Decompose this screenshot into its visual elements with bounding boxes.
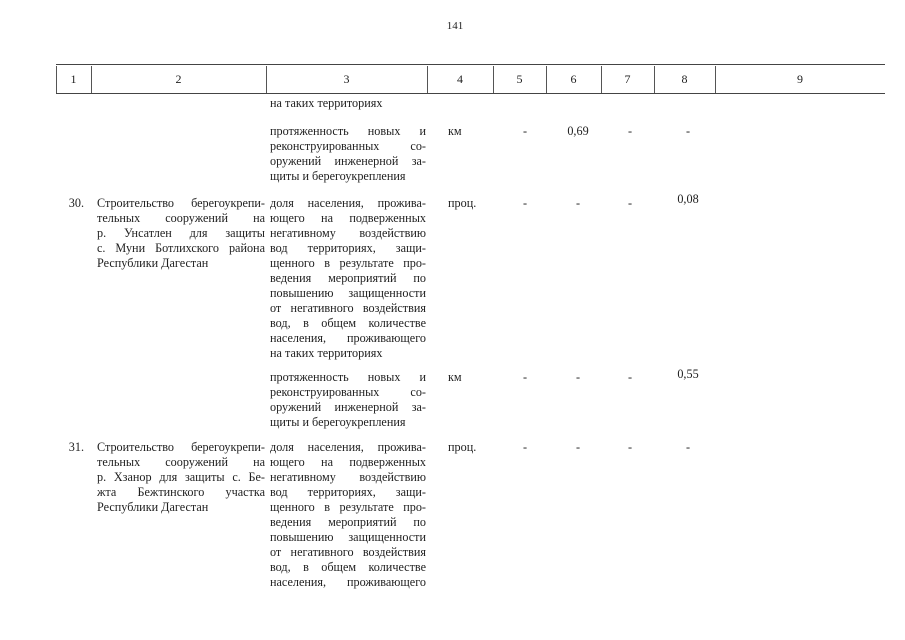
text-line: на таких территориях (270, 346, 383, 360)
header-col-9: 9 (797, 71, 803, 86)
text-line: реконструированных со- (270, 139, 426, 153)
row-number: 31. (68, 440, 84, 454)
text-line: протяженность новых и (270, 370, 426, 384)
text-line: вод территориях, защи- (270, 485, 426, 499)
value-col-8: - (685, 440, 691, 454)
text-line: тельных сооружений на (97, 455, 265, 469)
indicator-cell (270, 440, 426, 590)
value-col-7: - (627, 124, 633, 138)
text-line: оружений инженерной за- (270, 154, 426, 168)
indicator-cell (270, 370, 426, 430)
text-line: щенного в результате про- (270, 256, 426, 270)
unit-cell: км (448, 370, 462, 384)
text-line: ведения мероприятий по (270, 271, 426, 285)
text-line: реконструированных со- (270, 385, 426, 399)
text-line: доля населения, прожива- (270, 440, 426, 454)
header-col-2: 2 (175, 71, 182, 86)
value-col-8: 0,55 (677, 367, 699, 381)
indicator-cell (270, 96, 426, 111)
value-col-5: - (522, 196, 528, 210)
indicator-cell (270, 124, 426, 184)
unit-cell: км (448, 124, 462, 138)
header-col-3: 3 (343, 71, 350, 86)
project-name-cell (97, 440, 265, 515)
header-col-4: 4 (457, 71, 463, 86)
header-top-rule (56, 64, 885, 65)
text-line: протяженность новых и (270, 124, 426, 138)
text-line: щиты и берегоукрепления (270, 415, 406, 429)
text-line: Строительство берегоукрепи- (97, 196, 265, 210)
text-line: Строительство берегоукрепи- (97, 440, 265, 454)
value-col-8: - (685, 124, 691, 138)
text-line: Республики Дагестан (97, 256, 209, 270)
unit-cell: проц. (448, 440, 477, 454)
text-line: ющего на подверженных (270, 211, 426, 225)
text-line: вод, в общем количестве (270, 316, 426, 330)
value-col-6: - (575, 196, 581, 210)
value-col-7: - (627, 440, 633, 454)
text-line: р. Унсатлен для защиты (97, 226, 265, 240)
unit-cell: проц. (448, 196, 477, 210)
text-line: населения, проживающего (270, 331, 426, 345)
value-col-5: - (522, 370, 528, 384)
value-col-6: 0,69 (567, 124, 589, 138)
text-line: ведения мероприятий по (270, 515, 426, 529)
text-line: р. Хзанор для защиты с. Бе- (97, 470, 265, 484)
text-line: ющего на подверженных (270, 455, 426, 469)
text-line: от негативного воздействия (270, 301, 426, 315)
header-bottom-rule (56, 93, 885, 94)
header-col-5: 5 (516, 71, 523, 86)
text-line: вод территориях, защи- (270, 241, 426, 255)
text-line: от негативного воздействия (270, 545, 426, 559)
text-line: доля населения, прожива- (270, 196, 426, 210)
text-line: Республики Дагестан (97, 500, 209, 514)
text-line: оружений инженерной за- (270, 400, 426, 414)
value-col-6: - (575, 370, 581, 384)
header-col-6: 6 (570, 71, 577, 86)
value-col-8: 0,08 (677, 192, 699, 206)
row-number: 30. (68, 196, 84, 210)
text-line: населения, проживающего (270, 575, 426, 589)
header-col-7: 7 (624, 71, 631, 86)
value-col-5: - (522, 124, 528, 138)
text-line: с. Муни Ботлихского района (97, 241, 265, 255)
value-col-7: - (627, 196, 633, 210)
value-col-5: - (522, 440, 528, 454)
text-line: повышению защищенности (270, 530, 426, 544)
text-line: вод, в общем количестве (270, 560, 426, 574)
text-line: повышению защищенности (270, 286, 426, 300)
text-line: щиты и берегоукрепления (270, 169, 406, 183)
text-line: негативному воздействию (270, 226, 426, 240)
project-name-cell (97, 196, 265, 271)
text-line: жта Бежтинского участка (97, 485, 265, 499)
text-line: щенного в результате про- (270, 500, 426, 514)
indicator-cell (270, 196, 426, 361)
value-col-7: - (627, 370, 633, 384)
header-col-8: 8 (681, 71, 688, 86)
text-line: на таких территориях (270, 96, 383, 110)
text-line: тельных сооружений на (97, 211, 265, 225)
page-number: 141 (446, 20, 464, 32)
value-col-6: - (575, 440, 581, 454)
header-col-1: 1 (70, 71, 77, 86)
text-line: негативному воздействию (270, 470, 426, 484)
